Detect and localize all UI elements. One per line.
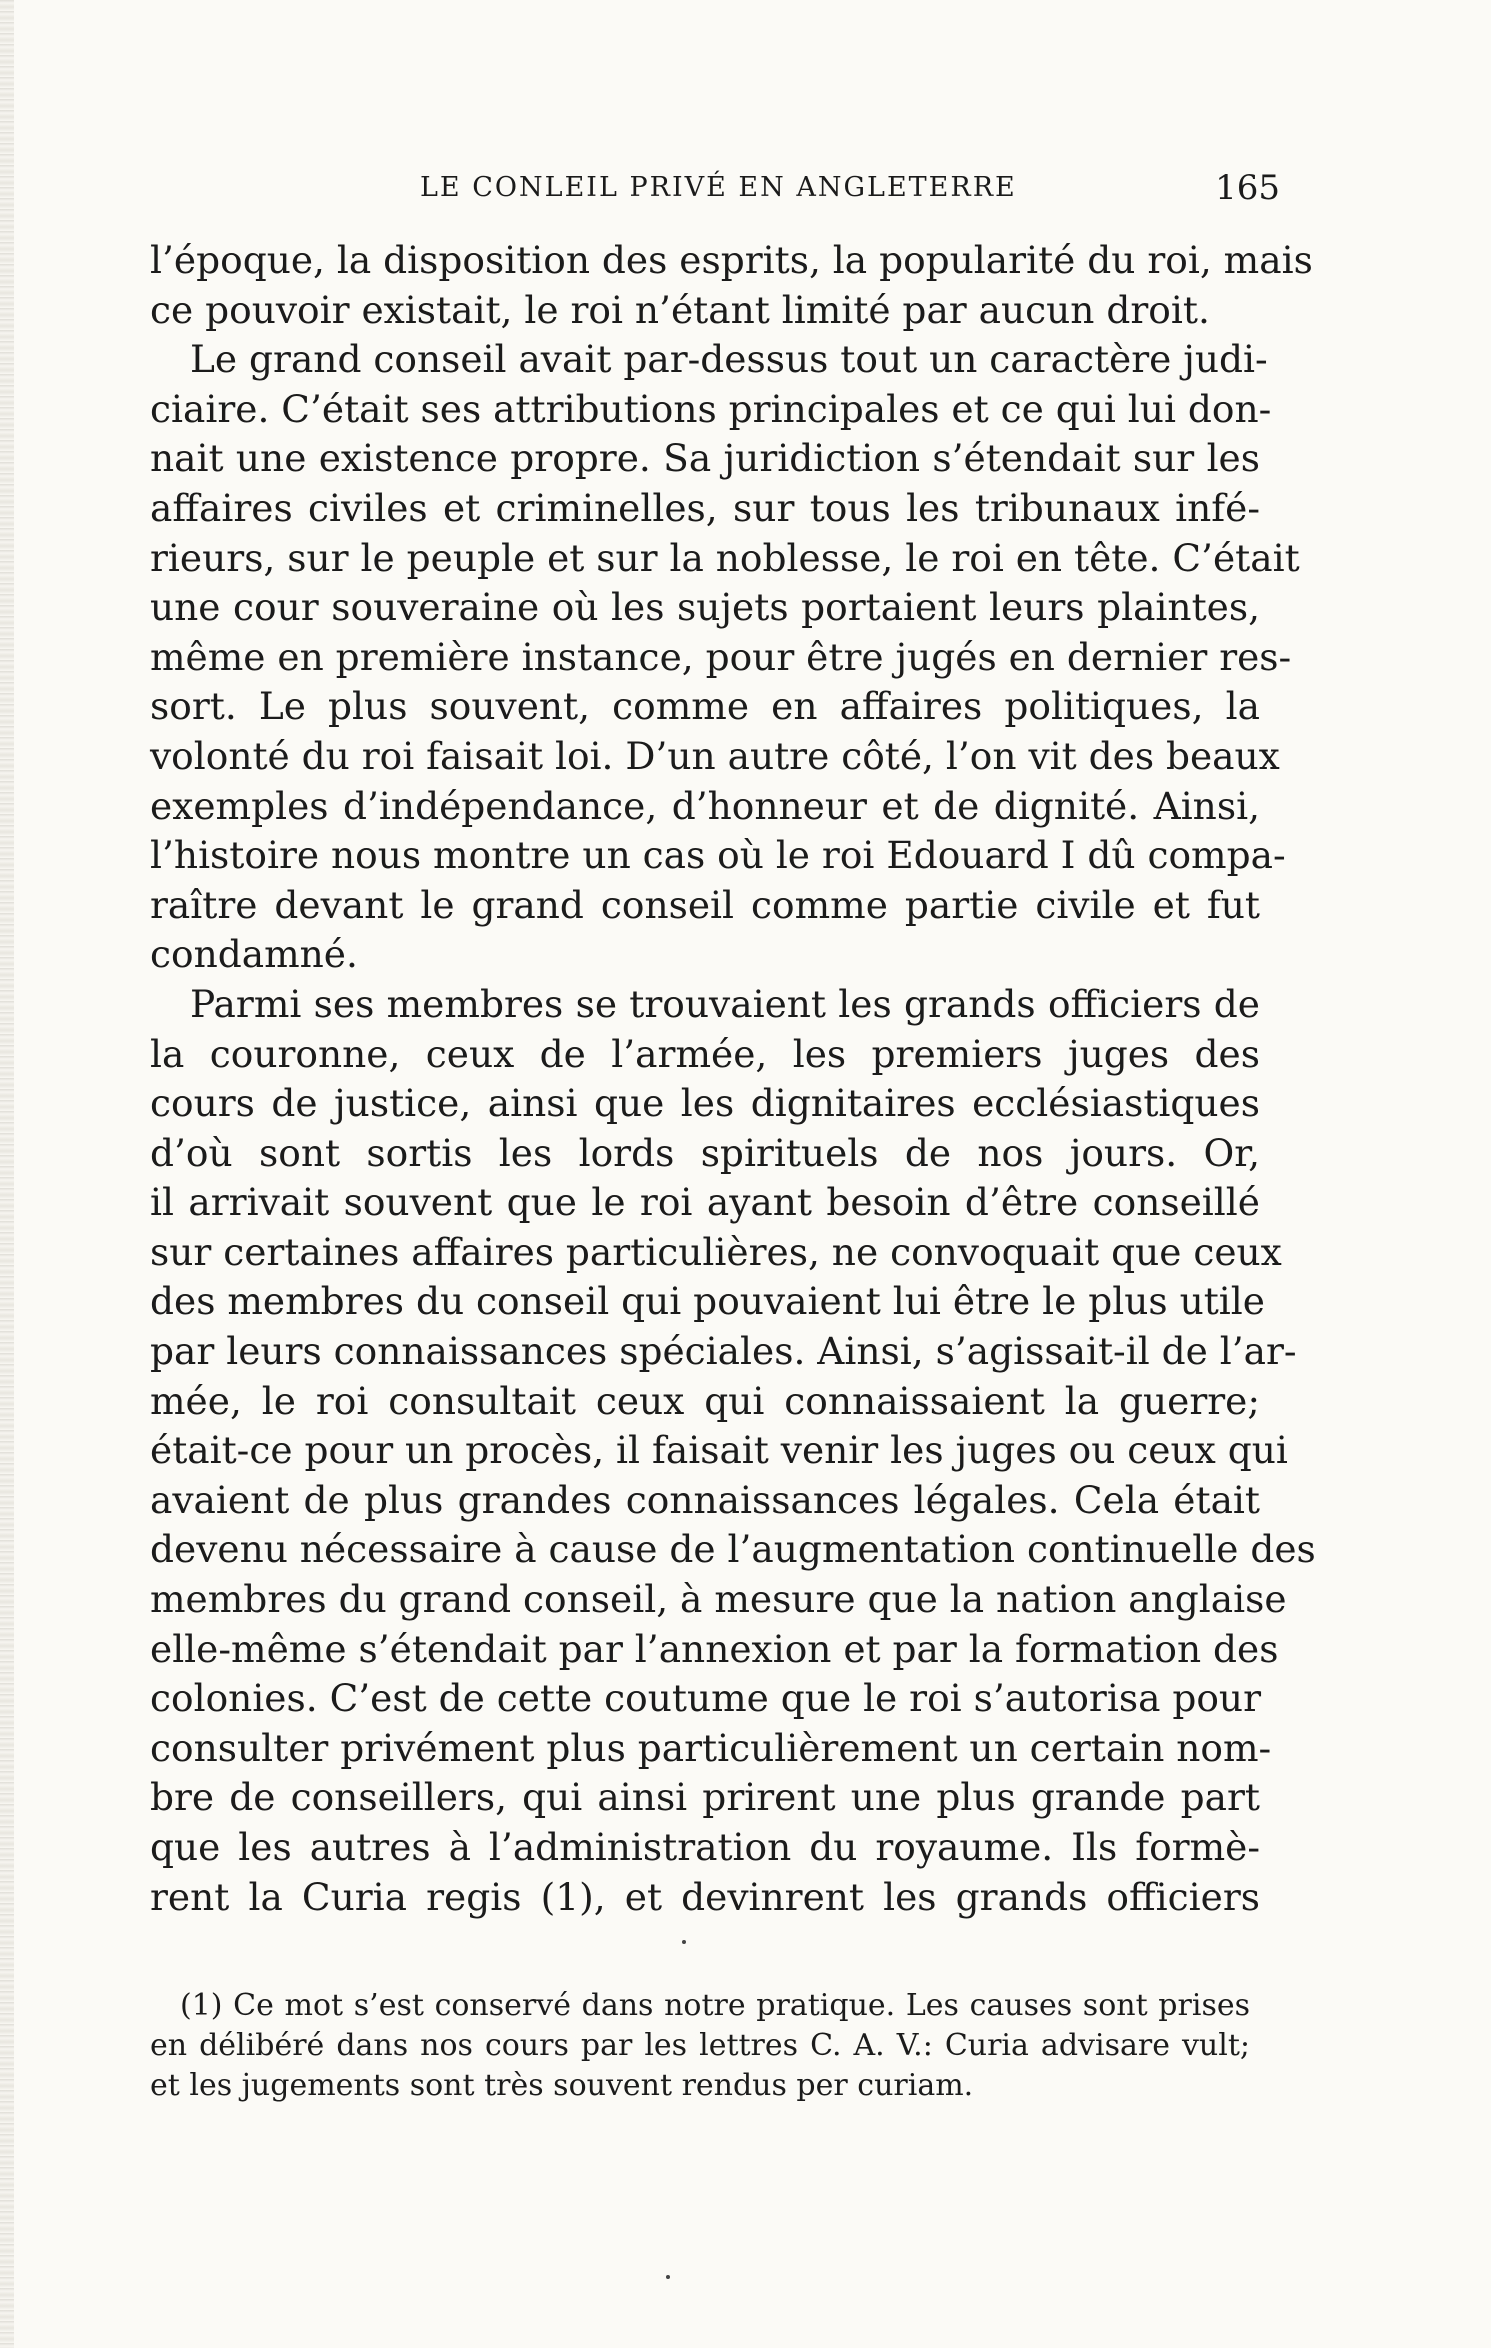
text-line: même en première instance, pour être jugés en dernier res- — [150, 634, 1292, 679]
text-line: rent la Curia regis (1), et devinrent les grands officiers — [150, 1874, 1260, 1919]
footnote-line: en délibéré dans nos cours par les lettres C. A. V.: Curia advisare vult; — [150, 2028, 1250, 2063]
text-line: sort. Le plus souvent, comme en affaires politiques, la — [150, 684, 1260, 729]
text-line: la couronne, ceux de l’armée, les premiers juges des — [150, 1031, 1260, 1076]
text-line: Parmi ses membres se trouvaient les grands officiers de — [190, 981, 1260, 1026]
text-line: membres du grand conseil, à mesure que la nation anglaise — [150, 1577, 1287, 1622]
print-speck — [682, 1940, 686, 1944]
body-text — [150, 236, 1316, 1922]
footnote-line: (1) Ce mot s’est conservé dans notre pratique. Les causes sont prises — [180, 1988, 1250, 2023]
text-line: par leurs connaissances spéciales. Ainsi, s’agissait-il de l’ar- — [150, 1329, 1297, 1374]
text-line: sur certaines affaires particulières, ne convoquait que ceux — [150, 1229, 1282, 1274]
text-line: colonies. C’est de cette coutume que le roi s’autorisa pour — [150, 1676, 1262, 1721]
text-line: exemples d’indépendance, d’honneur et de dignité. Ainsi, — [150, 783, 1260, 828]
page-edge-shadow — [0, 0, 14, 2348]
text-line: des membres du conseil qui pouvaient lui être le plus utile — [150, 1279, 1265, 1324]
text-line: ciaire. C’était ses attributions principales et ce qui lui don- — [150, 386, 1272, 431]
text-line: il arrivait souvent que le roi ayant besoin d’être conseillé — [150, 1180, 1260, 1225]
text-line: rieurs, sur le peuple et sur la noblesse, le roi en tête. C’était — [150, 535, 1300, 580]
text-line: Le grand conseil avait par-dessus tout un caractère judi- — [190, 337, 1268, 382]
text-line: ce pouvoir existait, le roi n’étant limité par aucun droit. — [150, 287, 1210, 332]
text-line: devenu nécessaire à cause de l’augmentation continuelle des — [150, 1527, 1316, 1572]
text-line: bre de conseillers, qui ainsi prirent une plus grande part — [150, 1775, 1260, 1820]
page-number: 165 — [1215, 168, 1280, 208]
footnote-line: et les jugements sont très souvent rendus per curiam. — [150, 2068, 974, 2103]
page-header — [150, 168, 1280, 208]
text-line: une cour souveraine où les sujets portaient leurs plaintes, — [150, 585, 1260, 630]
text-line: nait une existence propre. Sa juridiction s’étendait sur les — [150, 436, 1260, 481]
text-line: était-ce pour un procès, il faisait venir les juges ou ceux qui — [150, 1428, 1288, 1473]
text-line: mée, le roi consultait ceux qui connaissaient la guerre; — [150, 1378, 1260, 1423]
text-line: volonté du roi faisait loi. D’un autre côté, l’on vit des beaux — [150, 733, 1280, 778]
text-line: d’où sont sortis les lords spirituels de nos jours. Or, — [150, 1130, 1260, 1175]
text-line: avaient de plus grandes connaissances légales. Cela était — [150, 1477, 1260, 1522]
running-title: LE CONLEIL PRIVÉ EN ANGLETERRE — [420, 172, 1017, 203]
text-line: elle-même s’étendait par l’annexion et par la formation des — [150, 1626, 1279, 1671]
text-line: que les autres à l’administration du royaume. Ils formè- — [150, 1825, 1260, 1869]
text-line: l’époque, la disposition des esprits, la popularité du roi, mais — [150, 238, 1313, 282]
text-line: raître devant le grand conseil comme partie civile et fut — [150, 882, 1260, 927]
footnotes — [150, 1986, 1250, 2106]
print-speck — [666, 2275, 670, 2279]
text-line: consulter privément plus particulièrement un certain nom- — [150, 1725, 1272, 1770]
text-line: affaires civiles et criminelles, sur tous les tribunaux infé- — [150, 485, 1260, 530]
text-line: condamné. — [150, 932, 358, 977]
text-line: l’histoire nous montre un cas où le roi Edouard I dû compa- — [150, 833, 1286, 878]
text-line: cours de justice, ainsi que les dignitaires ecclésiastiques — [150, 1081, 1260, 1126]
